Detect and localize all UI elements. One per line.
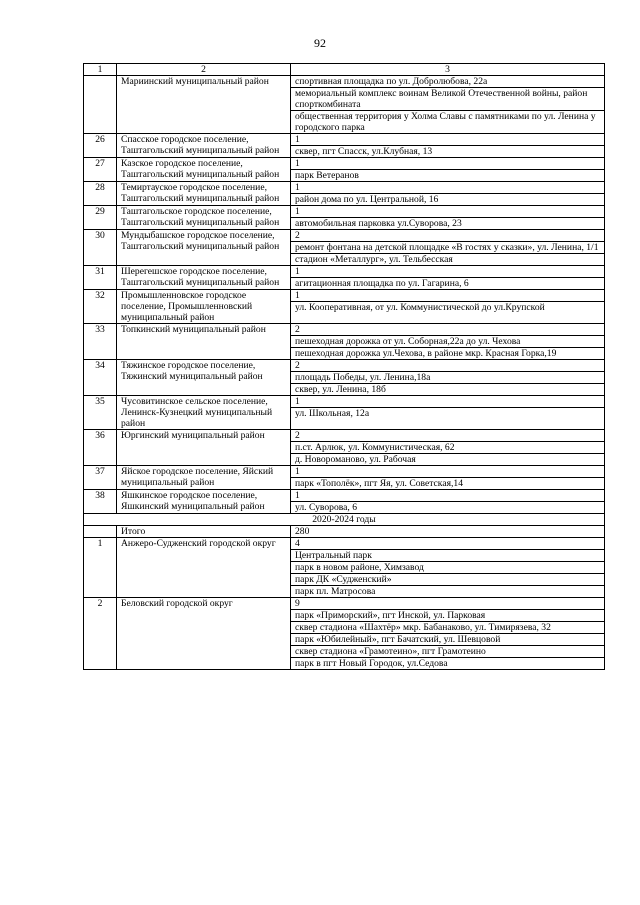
locations-cell: [291, 466, 605, 490]
locations-list: [291, 158, 604, 181]
location-item: стадион «Металлург», ул. Тельбесская: [291, 253, 604, 265]
location-item: парк в новом районе, Химзавод: [291, 561, 604, 573]
locations-cell: [291, 158, 605, 182]
locations-list: [291, 290, 604, 313]
location-item: сквер стадиона «Шахтёр» мкр. Бабанаково, ул. Тимирязева, 32: [291, 621, 604, 633]
row-number: 36: [84, 430, 117, 466]
row-number: 28: [84, 182, 117, 206]
total-value: 280: [291, 526, 605, 538]
location-item: автомобильная парковка ул.Суворова, 23: [291, 217, 604, 229]
municipality-name: Юргинский муниципальный район: [117, 430, 291, 466]
total-row: [84, 526, 605, 538]
location-count: 1: [295, 134, 300, 145]
table-row: [84, 266, 605, 290]
locations-list: [291, 598, 604, 669]
table-row: [84, 158, 605, 182]
locations-list: [291, 324, 604, 359]
locations-cell: [291, 324, 605, 360]
row-number: 30: [84, 230, 117, 266]
location-item: парк «Тополёк», пгт Яя, ул. Советская,14: [291, 477, 604, 489]
locations-cell: [291, 134, 605, 158]
page-number: 92: [314, 36, 326, 50]
location-count: 4: [295, 538, 300, 549]
location-item: парк ДК «Судженский»: [291, 573, 604, 585]
municipality-name: Спасское городское поселение, Таштагольский муниципальный район: [117, 134, 291, 158]
locations-list: [291, 490, 604, 513]
location-item: пешеходная дорожка ул.Чехова, в районе мкр. Красная Горка,19: [291, 347, 604, 359]
municipality-name: Мундыбашское городское поселение, Таштагольский муниципальный район: [117, 230, 291, 266]
location-item: парк «Приморский», пгт Инской, ул. Парковая: [291, 609, 604, 621]
location-item: ремонт фонтана на детской площадке «В гостях у сказки», ул. Ленина, 1/1: [291, 241, 604, 253]
municipality-name: Шерегешское городское поселение, Таштагольский муниципальный район: [117, 266, 291, 290]
location-count: 2: [295, 230, 300, 241]
location-item: пешеходная дорожка от ул. Соборная,22а до ул. Чехова: [291, 335, 604, 347]
table-header-row: [84, 64, 605, 76]
location-count: 1: [295, 466, 300, 477]
municipality-name: Мариинский муниципальный район: [117, 76, 291, 134]
locations-cell: [291, 538, 605, 598]
locations-cell: [291, 396, 605, 430]
location-count: 2: [295, 324, 300, 335]
table-row: [84, 206, 605, 230]
location-item: Центральный парк: [291, 549, 604, 561]
header-col-3: 3: [291, 64, 605, 76]
table-row: [84, 538, 605, 598]
location-count: 9: [295, 598, 300, 609]
section-title: 2020-2024 годы: [84, 514, 605, 526]
section-row: [84, 514, 605, 526]
location-item: спортивная площадка по ул. Добролюбова, 22а: [295, 76, 488, 87]
location-count: 2: [295, 360, 300, 371]
locations-list: [291, 182, 604, 205]
row-number: 35: [84, 396, 117, 430]
locations-list: [291, 538, 604, 597]
total-number: [84, 526, 117, 538]
location-item: ул. Суворова, 6: [291, 501, 604, 513]
table-row: [84, 396, 605, 430]
row-number: [84, 76, 117, 134]
table-row: [84, 76, 605, 134]
locations-cell: [291, 598, 605, 670]
location-item: мемориальный комплекс воинам Великой Отечественной войны, район спорткомбината: [291, 87, 604, 110]
locations-list: [291, 360, 604, 395]
row-number: 34: [84, 360, 117, 396]
location-item: ул. Школьная, 12а: [291, 407, 604, 419]
municipality-name: Тяжинское городское поселение, Тяжинский муниципальный район: [117, 360, 291, 396]
locations-list: [291, 396, 604, 419]
locations-cell: [291, 490, 605, 514]
location-item: сквер, ул. Ленина, 18б: [291, 383, 604, 395]
row-number: 38: [84, 490, 117, 514]
row-number: 33: [84, 324, 117, 360]
location-item: сквер стадиона «Грамотеино», пгт Грамотеино: [291, 645, 604, 657]
row-number: 29: [84, 206, 117, 230]
municipality-name: Топкинский муниципальный район: [117, 324, 291, 360]
table-row: [84, 230, 605, 266]
table-row: [84, 182, 605, 206]
locations-cell: [291, 76, 605, 134]
table-row: [84, 360, 605, 396]
locations-cell: [291, 430, 605, 466]
row-number: 31: [84, 266, 117, 290]
location-item: п.ст. Арлюк, ул. Коммунистическая, 62: [291, 441, 604, 453]
locations-cell: [291, 206, 605, 230]
row-number: 1: [84, 538, 117, 598]
row-number: 2: [84, 598, 117, 670]
location-item: агитационная площадка по ул. Гагарина, 6: [291, 277, 604, 289]
row-number: 27: [84, 158, 117, 182]
locations-list: [291, 266, 604, 289]
location-count: 1: [295, 206, 300, 217]
municipality-name: Яйское городское поселение, Яйский муниципальный район: [117, 466, 291, 490]
location-count: 1: [295, 182, 300, 193]
locations-cell: [291, 230, 605, 266]
location-item: д. Новороманово, ул. Рабочая: [291, 453, 604, 465]
location-item: ул. Кооперативная, от ул. Коммунистической до ул.Крупской: [291, 301, 604, 313]
total-label: Итого: [117, 526, 291, 538]
locations-cell: [291, 266, 605, 290]
header-col-1: 1: [84, 64, 117, 76]
location-item: парк Ветеранов: [291, 169, 604, 181]
location-count: 1: [295, 396, 300, 407]
municipality-name: Анжеро-Судженский городской округ: [117, 538, 291, 598]
location-item: площадь Победы, ул. Ленина,18а: [291, 371, 604, 383]
location-count: 2: [295, 430, 300, 441]
location-count: 1: [295, 290, 300, 301]
table-row: [84, 430, 605, 466]
locations-list: [291, 206, 604, 229]
municipality-name: Яшкинское городское поселение, Яшкинский муниципальный район: [117, 490, 291, 514]
location-item: парк «Юбилейный», пгт Бачатский, ул. Шевцовой: [291, 633, 604, 645]
table-row: [84, 324, 605, 360]
location-item: парк в пгт Новый Городок, ул.Седова: [291, 657, 604, 669]
municipality-name: Таштагольское городское поселение, Таштагольский муниципальный район: [117, 206, 291, 230]
municipality-name: Чусовитинское сельское поселение, Ленинск-Кузнецкий муниципальный район: [117, 396, 291, 430]
table-row: [84, 134, 605, 158]
locations-list: [291, 430, 604, 465]
municipality-name: Промышленновское городское поселение, Промышленновский муниципальный район: [117, 290, 291, 324]
table-row: [84, 466, 605, 490]
municipality-name: Казское городское поселение, Таштагольский муниципальный район: [117, 158, 291, 182]
locations-list: [291, 466, 604, 489]
table-row: [84, 598, 605, 670]
row-number: 32: [84, 290, 117, 324]
locations-list: [291, 230, 604, 265]
location-item: район дома по ул. Центральной, 16: [291, 193, 604, 205]
locations-cell: [291, 360, 605, 396]
location-count: 1: [295, 490, 300, 501]
locations-list: [291, 134, 604, 157]
municipality-name: Беловский городской округ: [117, 598, 291, 670]
location-item: сквер, пгт Спасск, ул.Клубная, 13: [291, 145, 604, 157]
table-row: [84, 490, 605, 514]
table-row: [84, 290, 605, 324]
location-count: 1: [295, 266, 300, 277]
locations-list: [291, 76, 604, 133]
locations-cell: [291, 290, 605, 324]
improvement-table: [83, 63, 605, 670]
location-item: парк пл. Матросова: [291, 585, 604, 597]
row-number: 26: [84, 134, 117, 158]
location-item: общественная территория у Холма Славы с памятниками по ул. Ленина у городского парка: [291, 110, 604, 133]
locations-cell: [291, 182, 605, 206]
municipality-name: Темиртауское городское поселение, Таштагольский муниципальный район: [117, 182, 291, 206]
row-number: 37: [84, 466, 117, 490]
location-count: 1: [295, 158, 300, 169]
header-col-2: 2: [117, 64, 291, 76]
